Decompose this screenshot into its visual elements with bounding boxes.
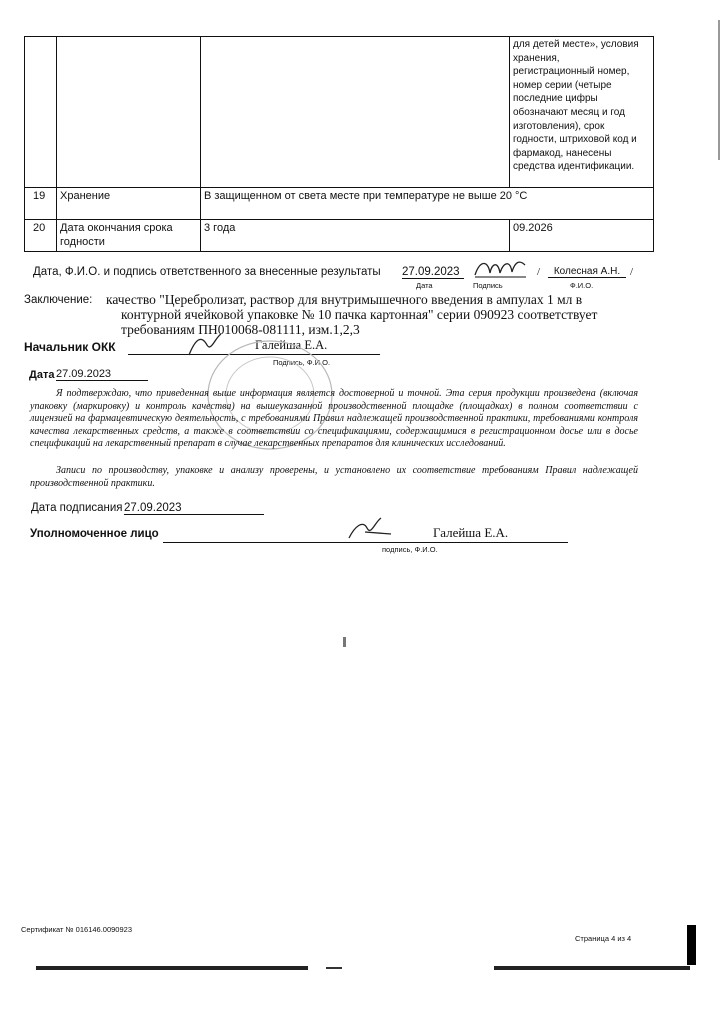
row-name: Дата окончания срока годности: [57, 220, 201, 252]
certificate-number: Сертификат № 016146.0090923: [21, 925, 132, 934]
declaration-text: Записи по производству, упаковке и анализу проверены, и установлено их соответствие требованиям Правил надлежащей производственной практики.: [30, 465, 638, 489]
row-requirement: 3 года: [201, 220, 510, 252]
authorized-name: Галейша Е.А.: [433, 525, 509, 540]
scan-edge-mark: [687, 925, 696, 965]
scan-mark: [343, 637, 346, 647]
conclusion-label: Заключение:: [24, 294, 93, 306]
scan-bottom-bar: [494, 966, 690, 970]
okk-date: 27.09.2023: [56, 368, 148, 381]
caption-fio: Ф.И.О.: [570, 281, 594, 290]
table-cell: [25, 37, 57, 188]
signing-date-label: Дата подписания: [31, 502, 123, 514]
table-cell: [201, 37, 510, 188]
table-cell: [57, 37, 201, 188]
continuation-text: для детей месте», условия хранения, регистрационный номер, номер серии (четыре последние цифры обозначают месяц и год изготовления), срок годности, штриховой код и фармакод, нанесены средства идентификации.: [513, 39, 639, 173]
scan-bottom-bar: [36, 966, 308, 970]
scan-bottom-bar: [326, 967, 342, 969]
okk-caption: Подпись, Ф.И.О.: [273, 358, 331, 367]
table-row: [25, 188, 654, 220]
scan-edge-mark: [718, 20, 720, 160]
row-number: 19: [25, 188, 57, 220]
authorized-signature: [345, 512, 400, 544]
separator-slash: /: [537, 266, 541, 278]
row-requirement: В защищенном от света месте при температуре не выше 20 °С: [201, 188, 654, 220]
row-name: Хранение: [57, 188, 201, 220]
conclusion-text: [106, 292, 597, 337]
responsible-date: 27.09.2023: [402, 266, 464, 279]
responsible-signature: [470, 255, 530, 283]
declaration-paragraph: [30, 388, 638, 451]
table-cell: [510, 37, 654, 188]
row-number: 20: [25, 220, 57, 252]
signing-date: 27.09.2023: [124, 502, 264, 515]
okk-name: Галейша Е.А.: [255, 338, 328, 352]
page-number: Страница 4 из 4: [575, 934, 632, 943]
table-row: [25, 220, 654, 252]
table-row: [25, 37, 654, 188]
conclusion-line: требованиям ПН010068-081111, изм.1,2,3: [121, 322, 360, 337]
declaration-text: Я подтверждаю, что приведенная выше информация является достоверной и точной. Эта серия продукции произведена (включая упаковку (маркировку) и контроль качества) на вышеуказанной производственной площадке (площадках) в полном соответствии с лицензией на фармацевтическую деятельность, с требованиями Правил надлежащей производственной практики, требованиями контроля качества лекарственных средств, а также в соответствии со спецификациями, содержащимися в регистрационном досье или в досье спецификаций на лекарственный препарат в случае лекарственных препаратов для клинических исследований.: [30, 388, 638, 450]
responsible-name: Колесная А.Н.: [548, 266, 626, 278]
caption-date: Дата: [416, 281, 433, 290]
authorized-caption: подпись, Ф.И.О.: [382, 545, 438, 554]
row-result: 09.2026: [510, 220, 654, 252]
okk-label: Начальник ОКК: [24, 340, 116, 354]
caption-signature: Подпись: [473, 281, 503, 290]
responsible-label: Дата, Ф.И.О. и подпись ответственного за внесенные результаты: [33, 266, 381, 278]
spec-table: [24, 36, 654, 252]
declaration-paragraph: [30, 465, 638, 490]
conclusion-line: контурной ячейковой упаковке № 10 пачка картонная" серии 090923 соответствует: [121, 307, 598, 322]
authorized-label: Уполномоченное лицо: [30, 528, 159, 540]
okk-date-label: Дата: [29, 369, 55, 381]
conclusion-line: качество "Церебролизат, раствор для внутримышечного введения в ампулах 1 мл в: [106, 292, 583, 307]
separator-slash: /: [630, 266, 634, 278]
